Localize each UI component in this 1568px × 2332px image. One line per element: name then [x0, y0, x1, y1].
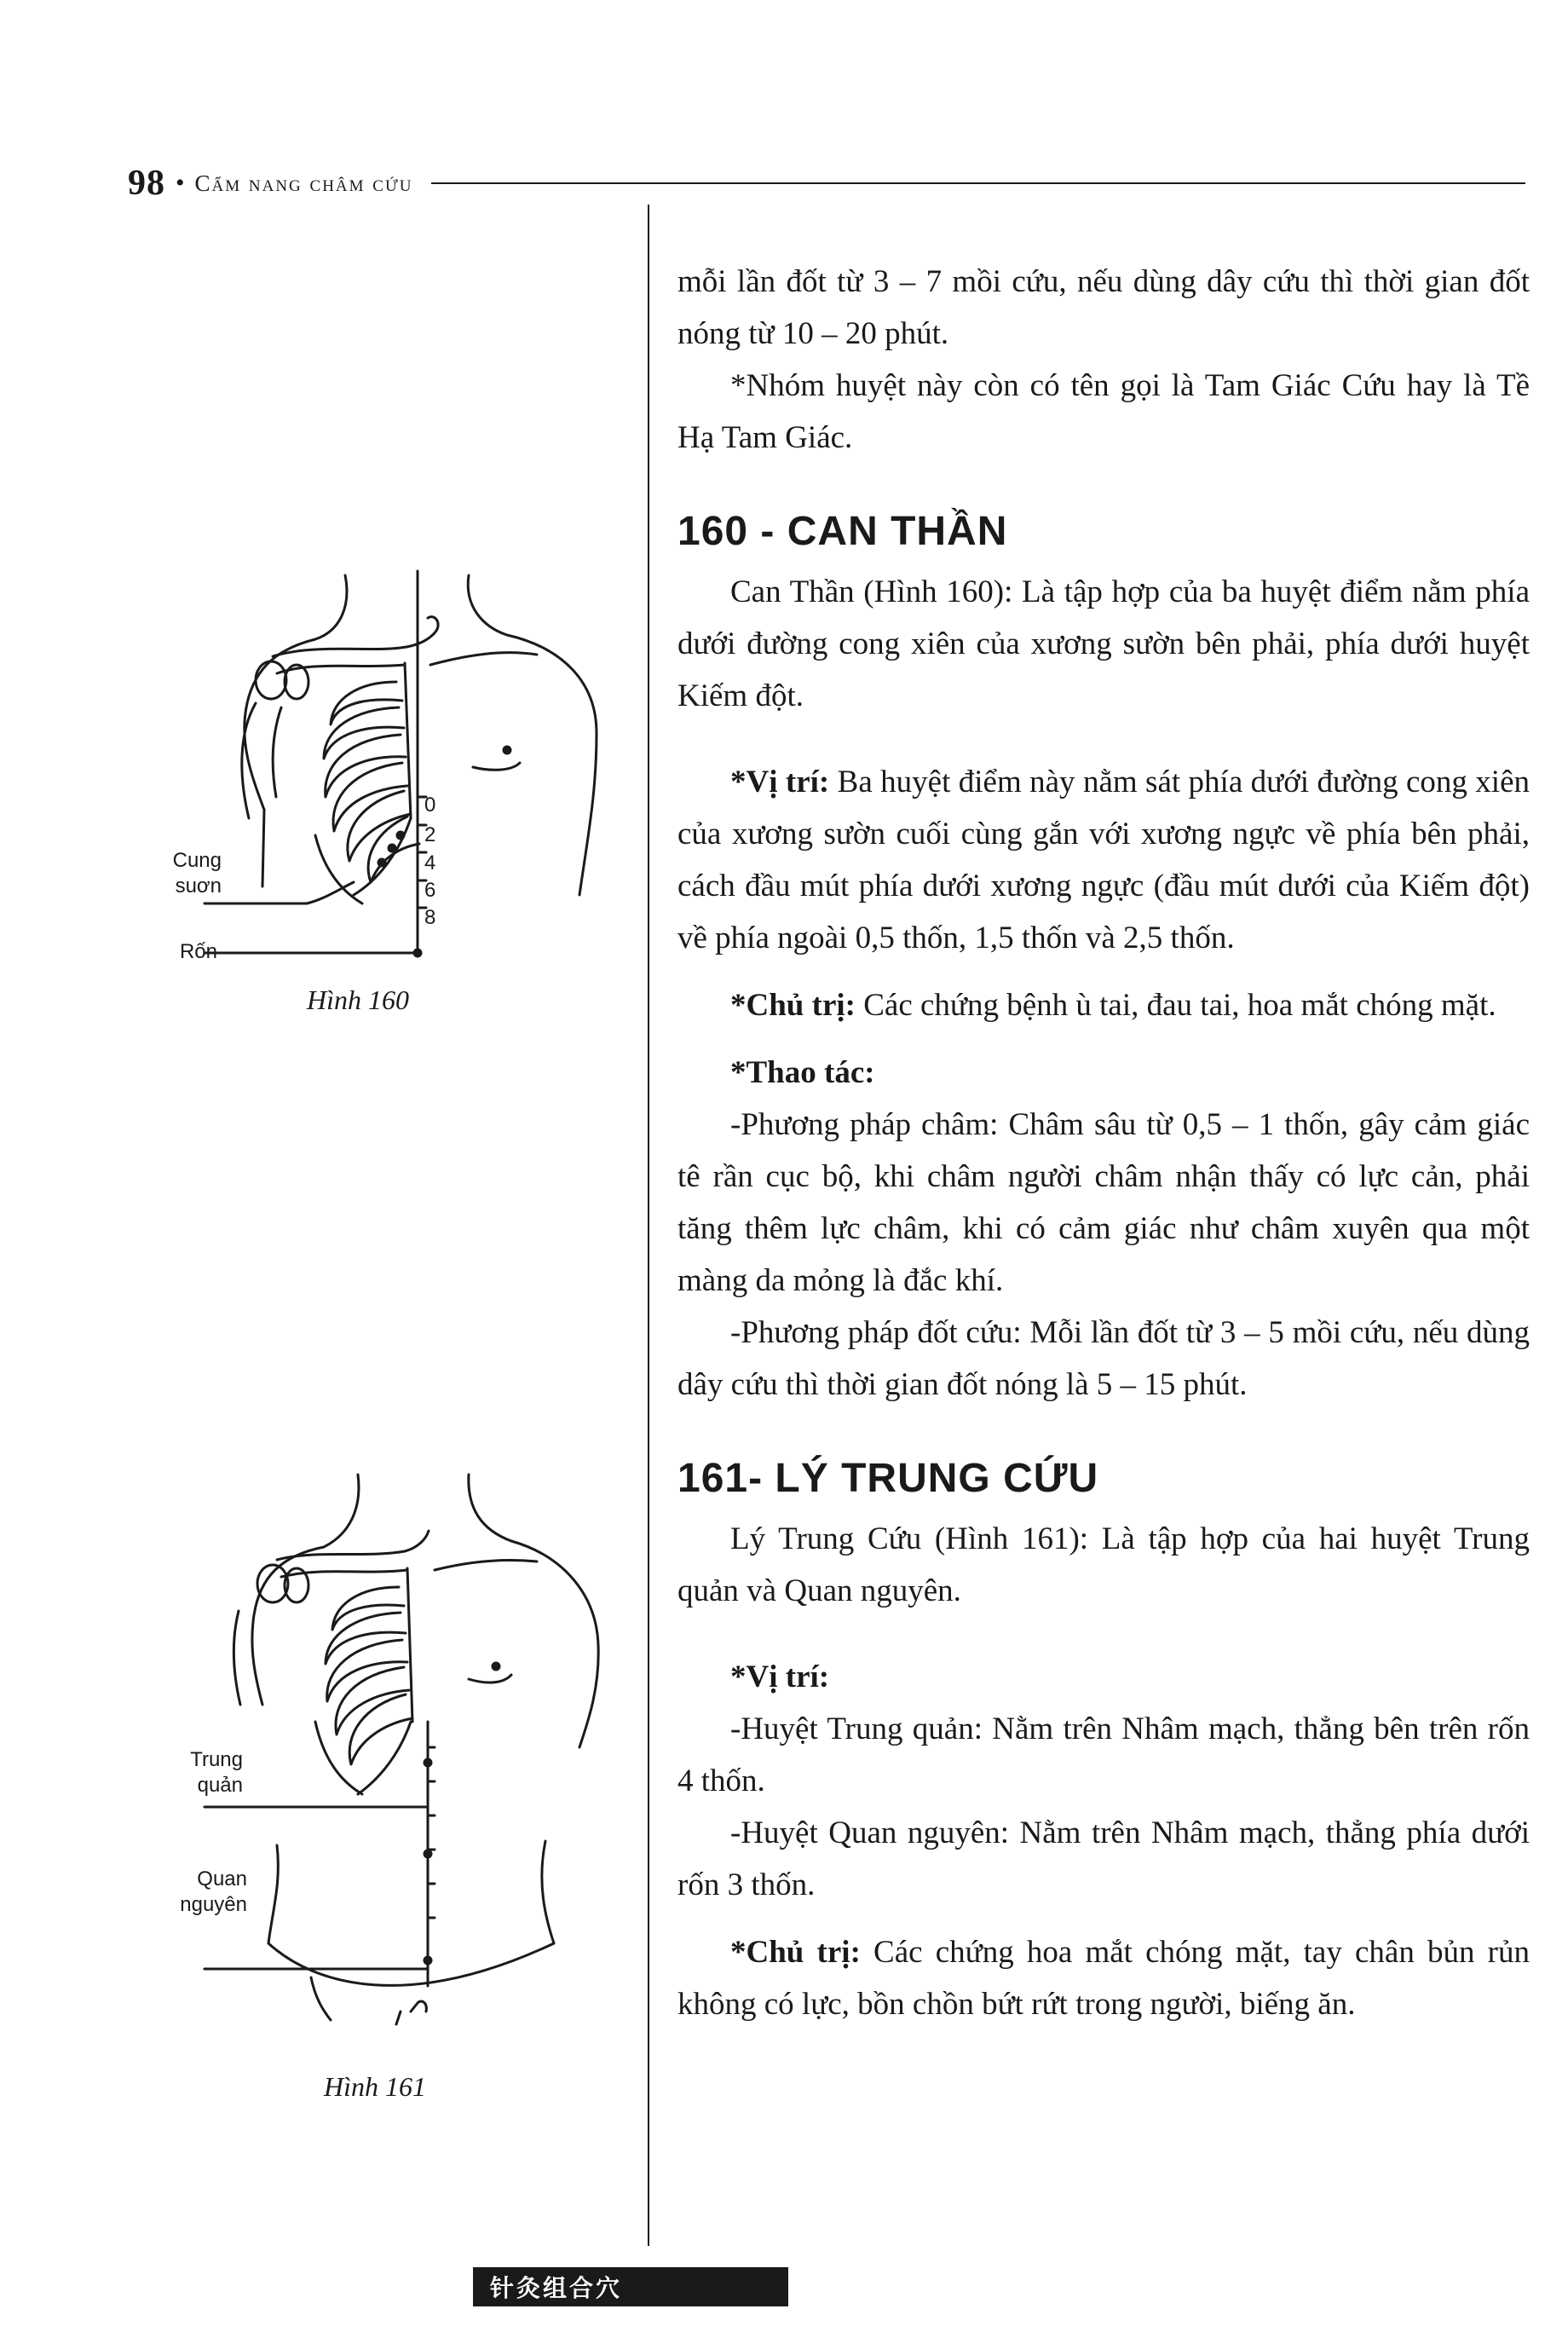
section-161-indication-text: Các chứng hoa mắt chóng mặt, tay chân bủn rủn không có lực, bồn chồn bứt rứt trong người, biếng ăn.	[677, 1935, 1530, 2022]
section-160-location-text: Ba huyệt điểm này nằm sát phía dưới đường cong xiên của xương sườn cuối cùng gắn với xương ngực về phía bên phải, cách đầu mút phía dưới xương ngực (đầu mút dưới của Kiếm đột) về phía ngoài 0,5 thốn, 1,5 thốn và 2,5 thốn.	[677, 765, 1530, 955]
figure-161-illustration	[187, 1466, 631, 2029]
label-cung-suon: Cung suơn	[172, 849, 222, 898]
section-161-description: Lý Trung Cứu (Hình 161): Là tập hợp của hai huyệt Trung quản và Quan nguyên.	[677, 1521, 1530, 1608]
header-rule	[431, 182, 1525, 184]
section-160-procedure-label-text: *Thao tác:	[730, 1055, 875, 1090]
running-header	[128, 162, 1525, 205]
section-161-trung-quan: -Huyệt Trung quản: Nằm trên Nhâm mạch, thẳng bên trên rốn 4 thốn.	[677, 1711, 1530, 1798]
column-divider	[648, 205, 649, 2246]
figure-160	[172, 554, 631, 1031]
section-160-indication-text: Các chứng bệnh ù tai, đau tai, hoa mắt chóng mặt.	[855, 988, 1496, 1023]
section-161-location-label-text: *Vị trí:	[730, 1660, 830, 1694]
text-column	[677, 256, 1530, 2030]
section-160-description: Can Thần (Hình 160): Là tập hợp của ba huyệt điểm nằm phía dưới đường cong xiên của xương sườn bên phải, phía dưới huyệt Kiếm đột.	[677, 574, 1530, 713]
label-ron: Rốn	[179, 940, 217, 963]
footer-tab: 针灸组合穴	[473, 2267, 788, 2306]
intro-paragraph-1: mỗi lần đốt từ 3 – 7 mồi cứu, nếu dùng dây cứu thì thời gian đốt nóng từ 10 – 20 phút.	[677, 264, 1530, 351]
section-160-location	[677, 756, 1530, 964]
section-160-needling: -Phương pháp châm: Châm sâu từ 0,5 – 1 thốn, gây cảm giác tê rần cục bộ, khi châm người châm nhận thấy có lực cản, phải tăng thêm lực châm, khi có cảm giác như châm xuyên qua một màng da mỏng là đắc khí.	[677, 1107, 1530, 1298]
section-160-procedure-label	[677, 1047, 1530, 1099]
section-161-location-label	[677, 1651, 1530, 1703]
page-number: 98	[128, 164, 165, 203]
scale-4: 4	[424, 851, 436, 874]
section-160-indication	[677, 979, 1530, 1031]
section-161-indication-label: *Chủ trị:	[730, 1935, 861, 1970]
book-title: Cẩm nang châm cứu	[194, 170, 413, 196]
intro-paragraph-2: *Nhóm huyệt này còn có tên gọi là Tam Giác Cứu hay là Tề Hạ Tam Giác.	[677, 368, 1530, 455]
figure-160-illustration	[187, 554, 631, 963]
section-160-location-label: *Vị trí:	[730, 765, 830, 799]
section-161-indication	[677, 1926, 1530, 2030]
scale-2: 2	[424, 823, 436, 846]
section-161-quan-nguyen: -Huyệt Quan nguyên: Nằm trên Nhâm mạch, thẳng phía dưới rốn 3 thốn.	[677, 1815, 1530, 1902]
section-160-indication-label: *Chủ trị:	[730, 988, 856, 1023]
label-trung-quan: Trung quản	[190, 1748, 243, 1797]
scale-8: 8	[424, 906, 436, 929]
scale-6: 6	[424, 879, 436, 902]
section-160-moxibustion: -Phương pháp đốt cứu: Mỗi lần đốt từ 3 – 5 mồi cứu, nếu dùng dây cứu thì thời gian đốt nóng là 5 – 15 phút.	[677, 1315, 1530, 1402]
header-bullet: •	[176, 169, 185, 197]
label-quan-nguyen: Quan nguyên	[180, 1867, 247, 1916]
figure-161	[180, 1466, 631, 2165]
figure-161-caption: Hình 161	[324, 2071, 426, 2102]
section-160-heading: 160 - CAN THẦN	[677, 509, 1008, 554]
section-161-heading: 161- LÝ TRUNG CỨU	[677, 1456, 1099, 1501]
figure-160-caption: Hình 160	[307, 984, 409, 1015]
scale-0: 0	[424, 794, 436, 817]
